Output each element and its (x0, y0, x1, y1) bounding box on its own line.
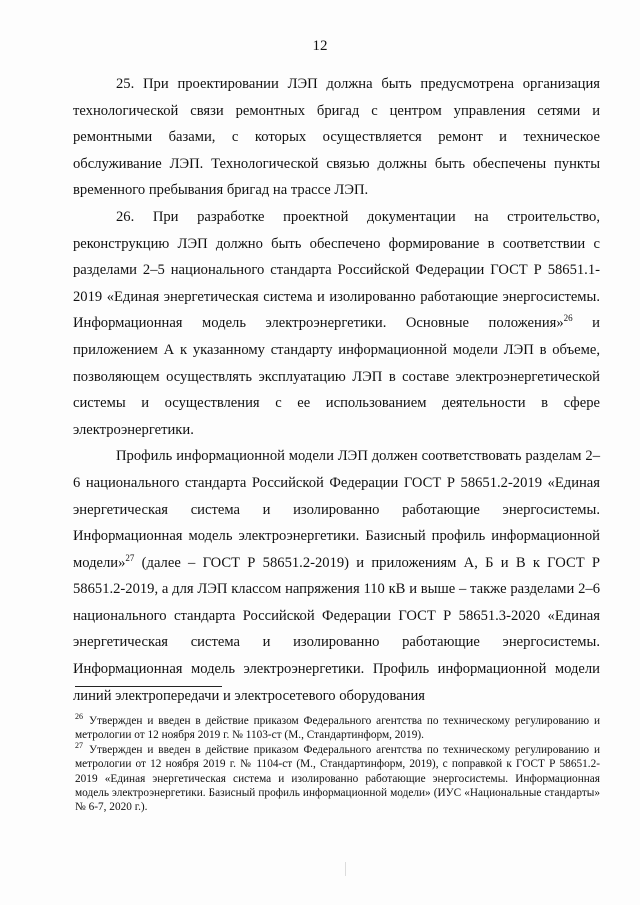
page-number: 12 (312, 38, 328, 54)
paragraph-25 (73, 71, 600, 204)
paragraph-26 (73, 204, 600, 443)
footnote-26 (75, 714, 600, 743)
paragraph-text: и приложением А к указанному стандарту информационной модели ЛЭП в объеме, позволяющем осуществлять эксплуатацию ЛЭП в составе электроэнергетической системы и осуществления с ее использованием деятельности в сфере электроэнергетики. (73, 315, 600, 438)
paragraph-text: Профиль информационной модели ЛЭП должен соответствовать разделам 2–6 национального стандарта Российской Федерации ГОСТ Р 58651.2-2019 «Единая энергетическая система и изолированно работающие энергосистемы. Информационная модель электроэнергетики. Базисный профиль информационной модели» (73, 448, 600, 571)
footnote-reference: 27 (125, 552, 135, 563)
footnote-text: Утвержден и введен в действие приказом Федерального агентства по техническому регулированию и метрологии от 12 ноября 2019 г. № 1103-ст (М., Стандартинформ, 2019). (75, 715, 600, 742)
scan-artifact (345, 862, 346, 876)
footnotes (75, 714, 600, 815)
paragraph-text: 26. При разработке проектной документации на строительство, реконструкцию ЛЭП должно быть обеспечено формирование в соответствии с разделами 2–5 национального стандарта Российской Федерации ГОСТ Р 58651.1- 2019 «Единая энергетическая система и изолированно работающие энергосистемы. Информационная модель электроэнергетики. Основные положения» (73, 208, 600, 332)
footnote-reference: 26 (563, 313, 573, 324)
paragraph-text: (далее – ГОСТ Р 58651.2-2019) и приложениям А, Б и В к ГОСТ Р 58651.2-2019, а для ЛЭП классом напряжения 110 кВ и выше – также разделами 2–6 национального стандарта Российской Федерации ГОСТ Р 58651.3-2020 «Единая энергетическая система и изолированно работающие энергосистемы. Информационная модель электроэнергетики. Профиль информационной модели линий электропередачи и электросетевого оборудования (73, 554, 600, 704)
footnote-27 (75, 743, 600, 815)
footnote-number: 27 (75, 741, 83, 751)
paragraph-profile (73, 443, 600, 709)
footnote-text: Утвержден и введен в действие приказом Федерального агентства по техническому регулированию и метрологии от 12 ноября 2019 г. № 1104-ст (М., Стандартинформ, 2019), с поправкой к ГОСТ Р 58651.2-2019 «Единая энергетическая система и изолированно работающие энергосистемы. Информационная модель электроэнергетики. Базисный профиль информационной модели» (ИУС «Национальные стандарты» № 6-7, 2020 г.). (75, 743, 600, 814)
footnote-number: 26 (75, 712, 83, 722)
body-text (73, 71, 600, 709)
paragraph-text: 25. При проектировании ЛЭП должна быть предусмотрена организация технологической связи ремонтных бригад с центром управления сетями и ремонтными базами, с которых осуществляется ремонт и техническое обслуживание ЛЭП. Технологической связью должны быть обеспечены пункты временного пребывания бригад на трассе ЛЭП. (73, 76, 600, 199)
footnote-separator (75, 686, 222, 687)
